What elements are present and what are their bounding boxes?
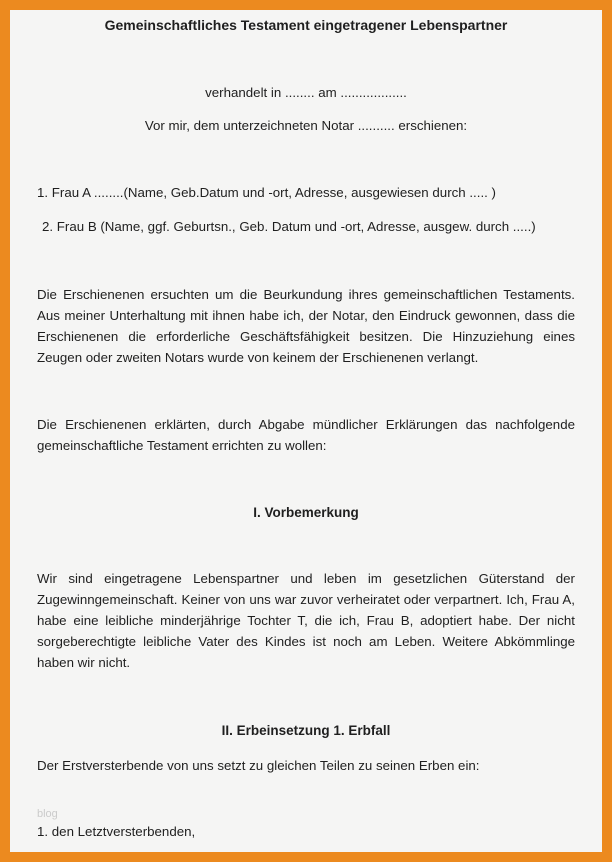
party-a-line: 1. Frau A ........(Name, Geb.Datum und -ort, Adresse, ausgewiesen durch ..... ) bbox=[37, 185, 496, 200]
paragraph-declaration: Die Erschienenen erklärten, durch Abgabe mündlicher Erklärungen das nachfolgende gemeinschaftliche Testament errichten zu wollen: bbox=[37, 417, 575, 453]
negotiation-blank-line: verhandelt in ........ am .................. bbox=[205, 85, 407, 100]
paragraph-notary-certification: Die Erschienenen ersuchten um die Beurkundung ihres gemeinschaftlichen Testaments. Aus meiner Unterhaltung mit ihnen habe ich, der Notar, den Eindruck gewonnen, dass die Erschienenen die erforderliche Geschäftsfähigkeit besitzen. Die Hinzuziehung eines Zeugen oder zweiten Notars wurde von keinem der Erschienenen verlangt. bbox=[37, 287, 575, 365]
party-b-line: 2. Frau B (Name, ggf. Geburtsn., Geb. Datum und -ort, Adresse, ausgew. durch .....) bbox=[42, 219, 536, 234]
section-heading-erbeinsetzung: II. Erbeinsetzung 1. Erbfall bbox=[221, 723, 391, 738]
section-heading-vorbemerkung: I. Vorbemerkung bbox=[253, 505, 359, 520]
document-title: Gemeinschaftliches Testament eingetragener Lebenspartner bbox=[104, 17, 508, 33]
notary-appearance-line: Vor mir, dem unterzeichneten Notar .......... erschienen: bbox=[144, 118, 468, 133]
document-content bbox=[10, 15, 602, 842]
paragraph-preliminary-remark: Wir sind eingetragene Lebenspartner und leben im gesetzlichen Güterstand der Zugewinngemeinschaft. Keiner von uns war zuvor verheiratet oder verpartnert. Ich, Frau A, habe eine leibliche minderjährige Tochter T, die ich, Frau B, adoptiert habe. Der nicht sorgeberechtigte leibliche Vater des Kindes ist noch am Leben. Weitere Abkömmlinge haben wir nicht. bbox=[37, 571, 575, 670]
heir-list-item-1: 1. den Letztversterbenden, bbox=[37, 824, 196, 839]
paragraph-heirs-intro: Der Erstversterbende von uns setzt zu gleichen Teilen zu seinen Erben ein: bbox=[37, 758, 480, 773]
blog-watermark: blog bbox=[37, 808, 58, 820]
